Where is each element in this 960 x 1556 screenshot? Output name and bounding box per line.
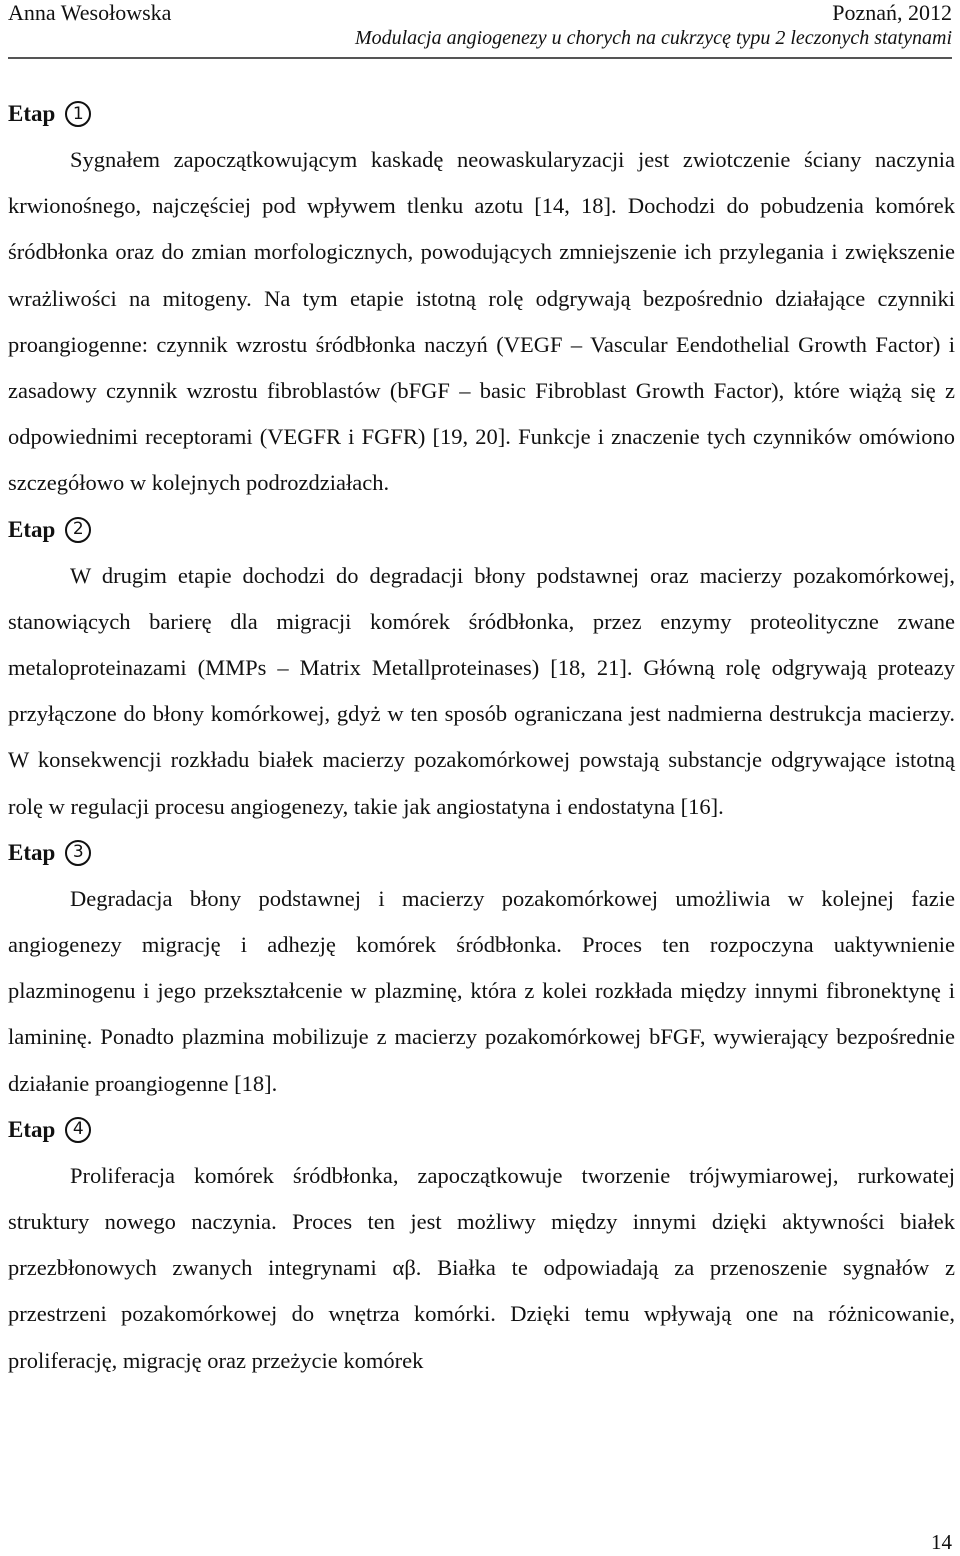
stage-1-heading (8, 91, 955, 137)
circled-digit-one-icon: 1 (65, 101, 91, 127)
circled-digit-four-icon: 4 (65, 1117, 91, 1143)
header-place-year: Poznań, 2012 (832, 0, 952, 25)
stage-2-heading (8, 507, 955, 553)
stage-1-paragraph: Sygnałem zapoczątkowującym kaskadę neowaskularyzacji jest zwiotczenie ściany naczynia krwionośnego, najczęściej pod wpływem tlenku azotu [14, 18]. Dochodzi do pobudzenia komórek śródbłonka oraz do zmian morfologicznych, powodujących zmniejszenie ich przylegania i zwiększenie wrażliwości na mitogeny. Na tym etapie istotną rolę odgrywają bezpośrednio działające czynniki proangiogenne: czynnik wzrostu śródbłonka naczyń (VEGF – Vascular Eendothelial Growth Factor) i zasadowy czynnik wzrostu fibroblastów (bFGF – basic Fibroblast Growth Factor), które wiążą się z odpowiednimi receptorami (VEGFR i FGFR) [19, 20]. Funkcje i znaczenie tych czynników omówiono szczegółowo w kolejnych podrozdziałach. (8, 147, 955, 496)
stage-1-section (8, 91, 955, 507)
stage-4-section (8, 1107, 955, 1384)
page-number: 14 (931, 1530, 952, 1554)
stage-3-label: Etap (8, 839, 56, 865)
header-top-row (8, 0, 952, 25)
stage-2-paragraph: W drugim etapie dochodzi do degradacji błony podstawnej oraz macierzy pozakomórkowej, stanowiących barierę dla migracji komórek śródbłonka, przez enzymy proteolityczne zwane metaloproteinazami (MMPs – Matrix Metallproteinases) [18, 21]. Główną rolę odgrywają proteazy przyłączone do błony komórkowej, gdyż w ten sposób ograniczana jest nadmierna destrukcja macierzy. W konsekwencji rozkładu białek macierzy pozakomórkowej powstają substancje odgrywające istotną rolę w regulacji procesu angiogenezy, takie jak angiostatyna i endostatyna [16]. (8, 562, 955, 819)
stage-3-heading (8, 830, 955, 876)
stage-3-paragraph: Degradacja błony podstawnej i macierzy pozakomórkowej umożliwia w kolejnej fazie angiogenezy migrację i adhezję komórek śródbłonka. Proces ten rozpoczyna uaktywnienie plazminogenu i jego przekształcenie w plazminę, która z kolei rozkłada między innymi fibronektynę i lamininę. Ponadto plazmina mobilizuje z macierzy pozakomórkowej bFGF, wywierający bezpośrednie działanie proangiogenne [18]. (8, 885, 955, 1096)
main-content (8, 91, 955, 1384)
circled-digit-two-icon: 2 (65, 517, 91, 543)
header-subtitle: Modulacja angiogenezy u chorych na cukrzycę typu 2 leczonych statynami (354, 27, 952, 49)
header-author: Anna Wesołowska (8, 0, 172, 25)
stage-1-label: Etap (8, 101, 56, 126)
stage-3-section (8, 830, 955, 1107)
stage-2-label: Etap (8, 516, 56, 542)
stage-4-paragraph: Proliferacja komórek śródbłonka, zapoczątkowuje tworzenie trójwymiarowej, rurkowatej struktury nowego naczynia. Proces ten jest możliwy między innymi dzięki aktywności białek przezbłonowych zwanych integrynami αβ. Białka te odpowiadają za przenoszenie sygnałów z przestrzeni pozakomórkowej do wnętrza komórki. Dzięki temu wpływają one na różnicowanie, proliferację, migrację oraz przeżycie komórek (8, 1162, 955, 1373)
running-header (8, 0, 952, 59)
stage-2-section (8, 507, 955, 830)
circled-digit-three-icon: 3 (65, 840, 91, 866)
stage-4-heading (8, 1107, 955, 1153)
stage-4-label: Etap (8, 1116, 56, 1142)
